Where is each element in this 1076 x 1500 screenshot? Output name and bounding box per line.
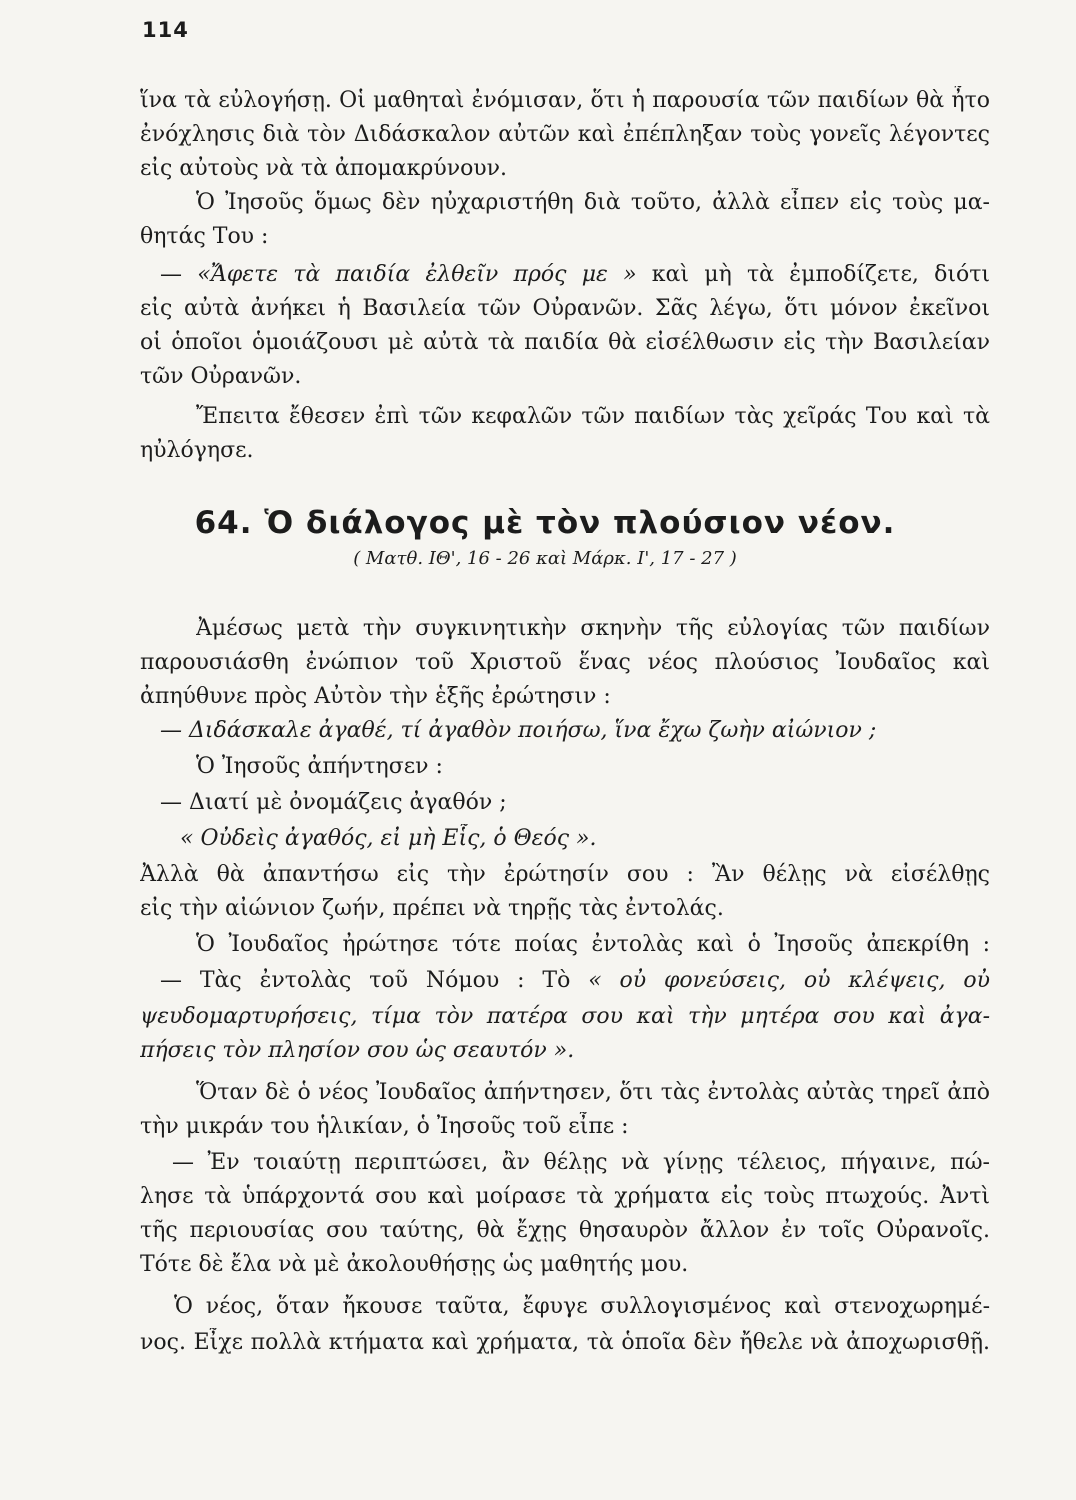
chapter-reference: ( Ματθ. ΙΘ', 16 - 26 καὶ Μάρκ. Ι', 17 - 27 )	[353, 548, 737, 569]
text-line: ἐνόχλησις διὰ τὸν Διδάσκαλον αὐτῶν καὶ ἐπέπληξαν τοὺς γονεῖς λέγοντες	[140, 122, 990, 147]
text-line: Ὁ Ἰησοῦς ἀπήντησεν :	[196, 754, 443, 779]
dash: —	[160, 262, 182, 287]
text-line: τὴν μικράν του ἡλικίαν, ὁ Ἰησοῦς τοῦ εἶπε :	[140, 1114, 629, 1139]
text-line: οἱ ὁποῖοι ὁμοιάζουσι μὲ αὐτὰ τὰ παιδία θὰ εἰσέλθωσιν εἰς τὴν Βασιλείαν	[140, 330, 990, 355]
text-line: Ὁ Ἰουδαῖος ἠρώτησε τότε ποίας ἐντολὰς καὶ ὁ Ἰησοῦς ἀπεκρίθη :	[196, 932, 990, 957]
text-line: τῶν Οὐρανῶν.	[140, 364, 302, 389]
dash: —	[160, 968, 182, 993]
text-line: εἰς τὴν αἰώνιον ζωήν, πρέπει νὰ τηρῇς τὰς ἐντολάς.	[140, 896, 724, 921]
text-line-quote	[160, 966, 990, 996]
text-line: θητάς Του :	[140, 224, 269, 249]
text-line: ἀπηύθυνε πρὸς Αὐτὸν τὴν ἑξῆς ἐρώτησιν :	[140, 684, 611, 709]
text-line: νος. Εἶχε πολλὰ κτήματα καὶ χρήματα, τὰ ὁποῖα δὲν ἤθελε νὰ ἀποχωρισθῇ.	[140, 1330, 990, 1355]
text-line: — Διδάσκαλε ἀγαθέ, τί ἀγαθὸν ποιήσω, ἵνα ἔχω ζωὴν αἰώνιον ;	[160, 718, 877, 743]
page-number: 114	[142, 18, 189, 42]
text-line: λησε τὰ ὑπάρχοντά σου καὶ μοίρασε τὰ χρήματα εἰς τοὺς πτωχούς. Ἀντὶ	[140, 1184, 990, 1209]
text-line: Ἔπειτα ἔθεσεν ἐπὶ τῶν κεφαλῶν τῶν παιδίων τὰς χεῖράς Του καὶ τὰ	[196, 404, 990, 429]
text-line: ἵνα τὰ εὐλογήσῃ. Οἱ μαθηταὶ ἐνόμισαν, ὅτι ἡ παρουσία τῶν παιδίων θὰ ἦτο	[140, 88, 990, 113]
text-segment: Τὰς ἐντολὰς τοῦ Νόμου : Τὸ	[199, 968, 571, 993]
text-line: ψευδομαρτυρήσεις, τίμα τὸν πατέρα σου καὶ τὴν μητέρα σου καὶ ἀγα-	[140, 1004, 990, 1029]
text-line: ηὐλόγησε.	[140, 438, 254, 463]
text-line: Ἀμέσως μετὰ τὴν συγκινητικὴν σκηνὴν τῆς εὐλογίας τῶν παιδίων	[196, 616, 990, 641]
text-line: παρουσιάσθη ἐνώπιον τοῦ Χριστοῦ ἕνας νέος πλούσιος Ἰουδαῖος καὶ	[140, 650, 990, 675]
text-line: πήσεις τὸν πλησίον σου ὡς σεαυτόν ».	[140, 1038, 575, 1063]
quote-text: « οὐ φονεύσεις, οὐ κλέψεις, οὐ	[588, 968, 990, 993]
text-line: εἰς αὐτοὺς νὰ τὰ ἀπομακρύνουν.	[140, 156, 508, 181]
text-line: τῆς περιουσίας σου ταύτης, θὰ ἔχῃς θησαυρὸν ἄλλον ἐν τοῖς Οὐρανοῖς.	[140, 1218, 990, 1243]
text-line: — Ἐν τοιαύτῃ περιπτώσει, ἂν θέλῃς νὰ γίνῃς τέλειος, πήγαινε, πώ-	[172, 1150, 990, 1175]
text-line: Ὁ νέος, ὅταν ἤκουσε ταῦτα, ἔφυγε συλλογισμένος καὶ στενοχωρημέ-	[174, 1294, 990, 1319]
text-line: Ὁ Ἰησοῦς ὅμως δὲν ηὐχαριστήθη διὰ τοῦτο, ἀλλὰ εἶπεν εἰς τοὺς μα-	[196, 190, 990, 215]
text-segment: καὶ μὴ τὰ ἐμποδίζετε, διότι	[651, 262, 990, 287]
text-line: εἰς αὐτὰ ἀνήκει ἡ Βασιλεία τῶν Οὐρανῶν. Σᾶς λέγω, ὅτι μόνον ἐκεῖνοι	[140, 296, 990, 321]
text-line: Ὅταν δὲ ὁ νέος Ἰουδαῖος ἀπήντησεν, ὅτι τὰς ἐντολὰς αὐτὰς τηρεῖ ἀπὸ	[196, 1080, 990, 1105]
text-line: — Διατί μὲ ὀνομάζεις ἀγαθόν ;	[160, 790, 507, 815]
chapter-heading: 64. Ὁ διάλογος μὲ τὸν πλούσιον νέον.	[194, 505, 896, 541]
quote-text: «Ἄφετε τὰ παιδία ἐλθεῖν πρός με »	[197, 262, 637, 287]
text-line: Ἀλλὰ θὰ ἀπαντήσω εἰς τὴν ἐρώτησίν σου : Ἂν θέλῃς νὰ εἰσέλθῃς	[140, 862, 990, 887]
text-line: Τότε δὲ ἔλα νὰ μὲ ἀκολουθήσῃς ὡς μαθητής μου.	[140, 1252, 689, 1277]
text-line: « Οὐδεὶς ἀγαθός, εἰ μὴ Εἷς, ὁ Θεός ».	[180, 826, 597, 851]
text-line-quote	[160, 260, 990, 290]
